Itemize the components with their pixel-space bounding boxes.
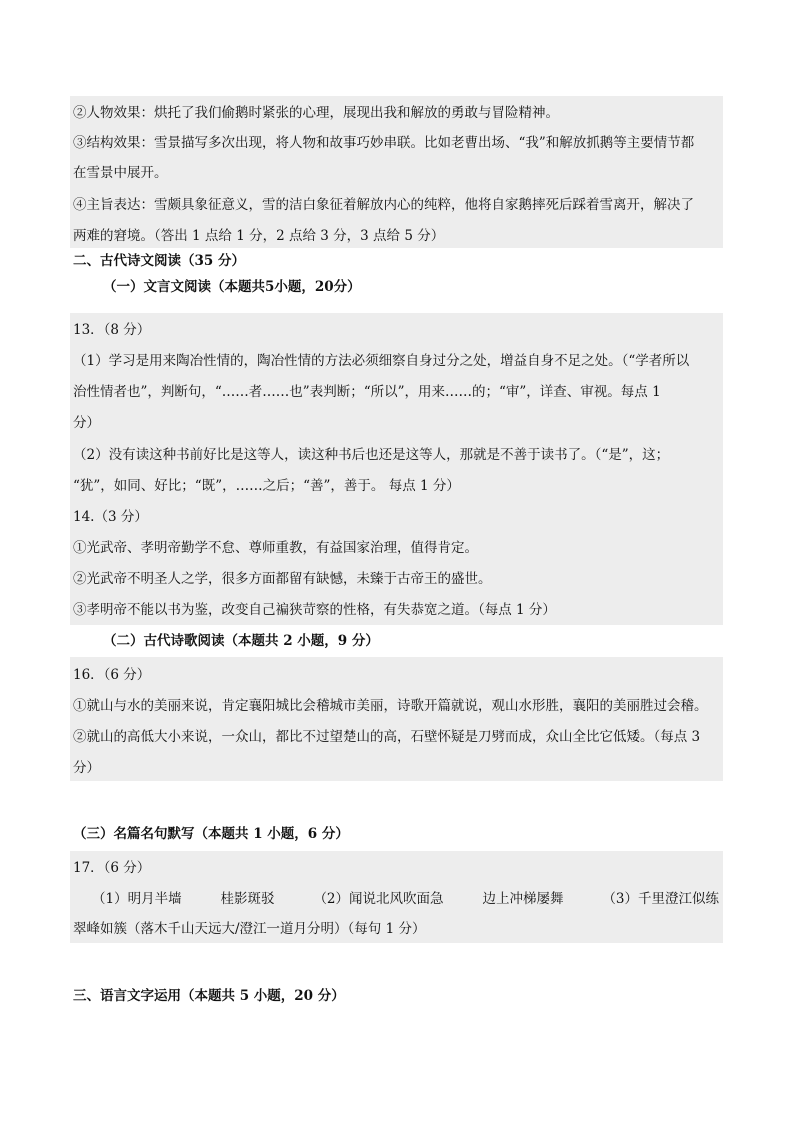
answer-line: ③结构效果：雪景描写多次出现，将人物和故事巧妙串联。比如老曹出场、“我”和解放抓鹅等主要情节都: [73, 135, 695, 151]
answer-blank: 边上冲梯屡舞: [482, 891, 564, 907]
answer-line: ②就山的高低大小来说，一众山，都比不过望楚山的高，石壁怀疑是刀劈而成，众山全比它低矮。（每点 3: [73, 729, 701, 745]
subsection-heading: （一）文言文阅读（本题共5小题，20分）: [103, 279, 361, 295]
answer-blank: （1）明月半墙: [92, 891, 182, 907]
answer-blank: 桂影斑驳: [220, 891, 275, 907]
answer-line: 分）: [73, 415, 100, 431]
answer-line: 13．（8 分）: [73, 322, 151, 338]
answer-line: 16．（6 分）: [73, 667, 151, 683]
answer-line: 在雪景中展开。: [73, 165, 168, 181]
subsection-heading: （二）古代诗歌阅读（本题共 2 小题，9 分）: [103, 633, 379, 649]
answer-line: ③孝明帝不能以书为鉴，改变自己褊狭苛察的性格，有失恭宽之道。（每点 1 分）: [73, 602, 556, 618]
answer-line: 分）: [73, 760, 100, 776]
answer-line: 17．（6 分）: [73, 860, 151, 876]
answer-line-blanks: [92, 884, 723, 914]
answer-line: 两难的窘境。（答出 1 点给 1 分，2 点给 3 分，3 点给 5 分）: [73, 228, 445, 244]
section-heading: 三、语言文字运用（本题共 5 小题，20 分）: [73, 988, 345, 1004]
answer-line: ②光武帝不明圣人之学，很多方面都留有缺憾，未臻于古帝王的盛世。: [73, 571, 492, 587]
answer-line: 翠峰如簇（落木千山天远大/澄江一道月分明）（每句 1 分）: [73, 921, 426, 937]
answer-line: 治性情者也”，判断句，“……者……也”表判断；“所以”，用来……的；“审”，详查、审视。每点 1: [73, 384, 661, 400]
answer-blank: （2）闻说北风吹面急: [313, 891, 444, 907]
answer-line: ①就山与水的美丽来说，肯定襄阳城比会稽城市美丽，诗歌开篇就说，观山水形胜，襄阳的美丽胜过会稽。: [73, 698, 708, 714]
answer-line: ④主旨表达：雪颇具象征意义，雪的洁白象征着解放内心的纯粹，他将自家鹅摔死后踩着雪离开，解决了: [73, 197, 694, 213]
section-heading: 二、古代诗文阅读（35 分）: [73, 253, 245, 269]
answer-line: 14.（3 分）: [73, 509, 148, 525]
answer-line: “犹”，如同、好比；“既”，……之后；“善”，善于。 每点 1 分）: [73, 478, 460, 494]
answer-line: （2）没有读这种书前好比是这等人，读这种书后也还是这等人，那就是不善于读书了。（“是”，这；: [73, 447, 670, 463]
answer-line: ②人物效果：烘托了我们偷鹅时紧张的心理，展现出我和解放的勇敢与冒险精神。: [73, 105, 559, 121]
subsection-heading: （三）名篇名句默写（本题共 1 小题，6 分）: [73, 826, 349, 842]
answer-line: ①光武帝、孝明帝勤学不怠、尊师重教，有益国家治理，值得肯定。: [73, 540, 478, 556]
answer-blank: （3）千里澄江似练: [602, 891, 719, 907]
answer-line: （1）学习是用来陶冶性情的，陶冶性情的方法必须细察自身过分之处，增益自身不足之处。（“学者所以: [73, 353, 690, 369]
